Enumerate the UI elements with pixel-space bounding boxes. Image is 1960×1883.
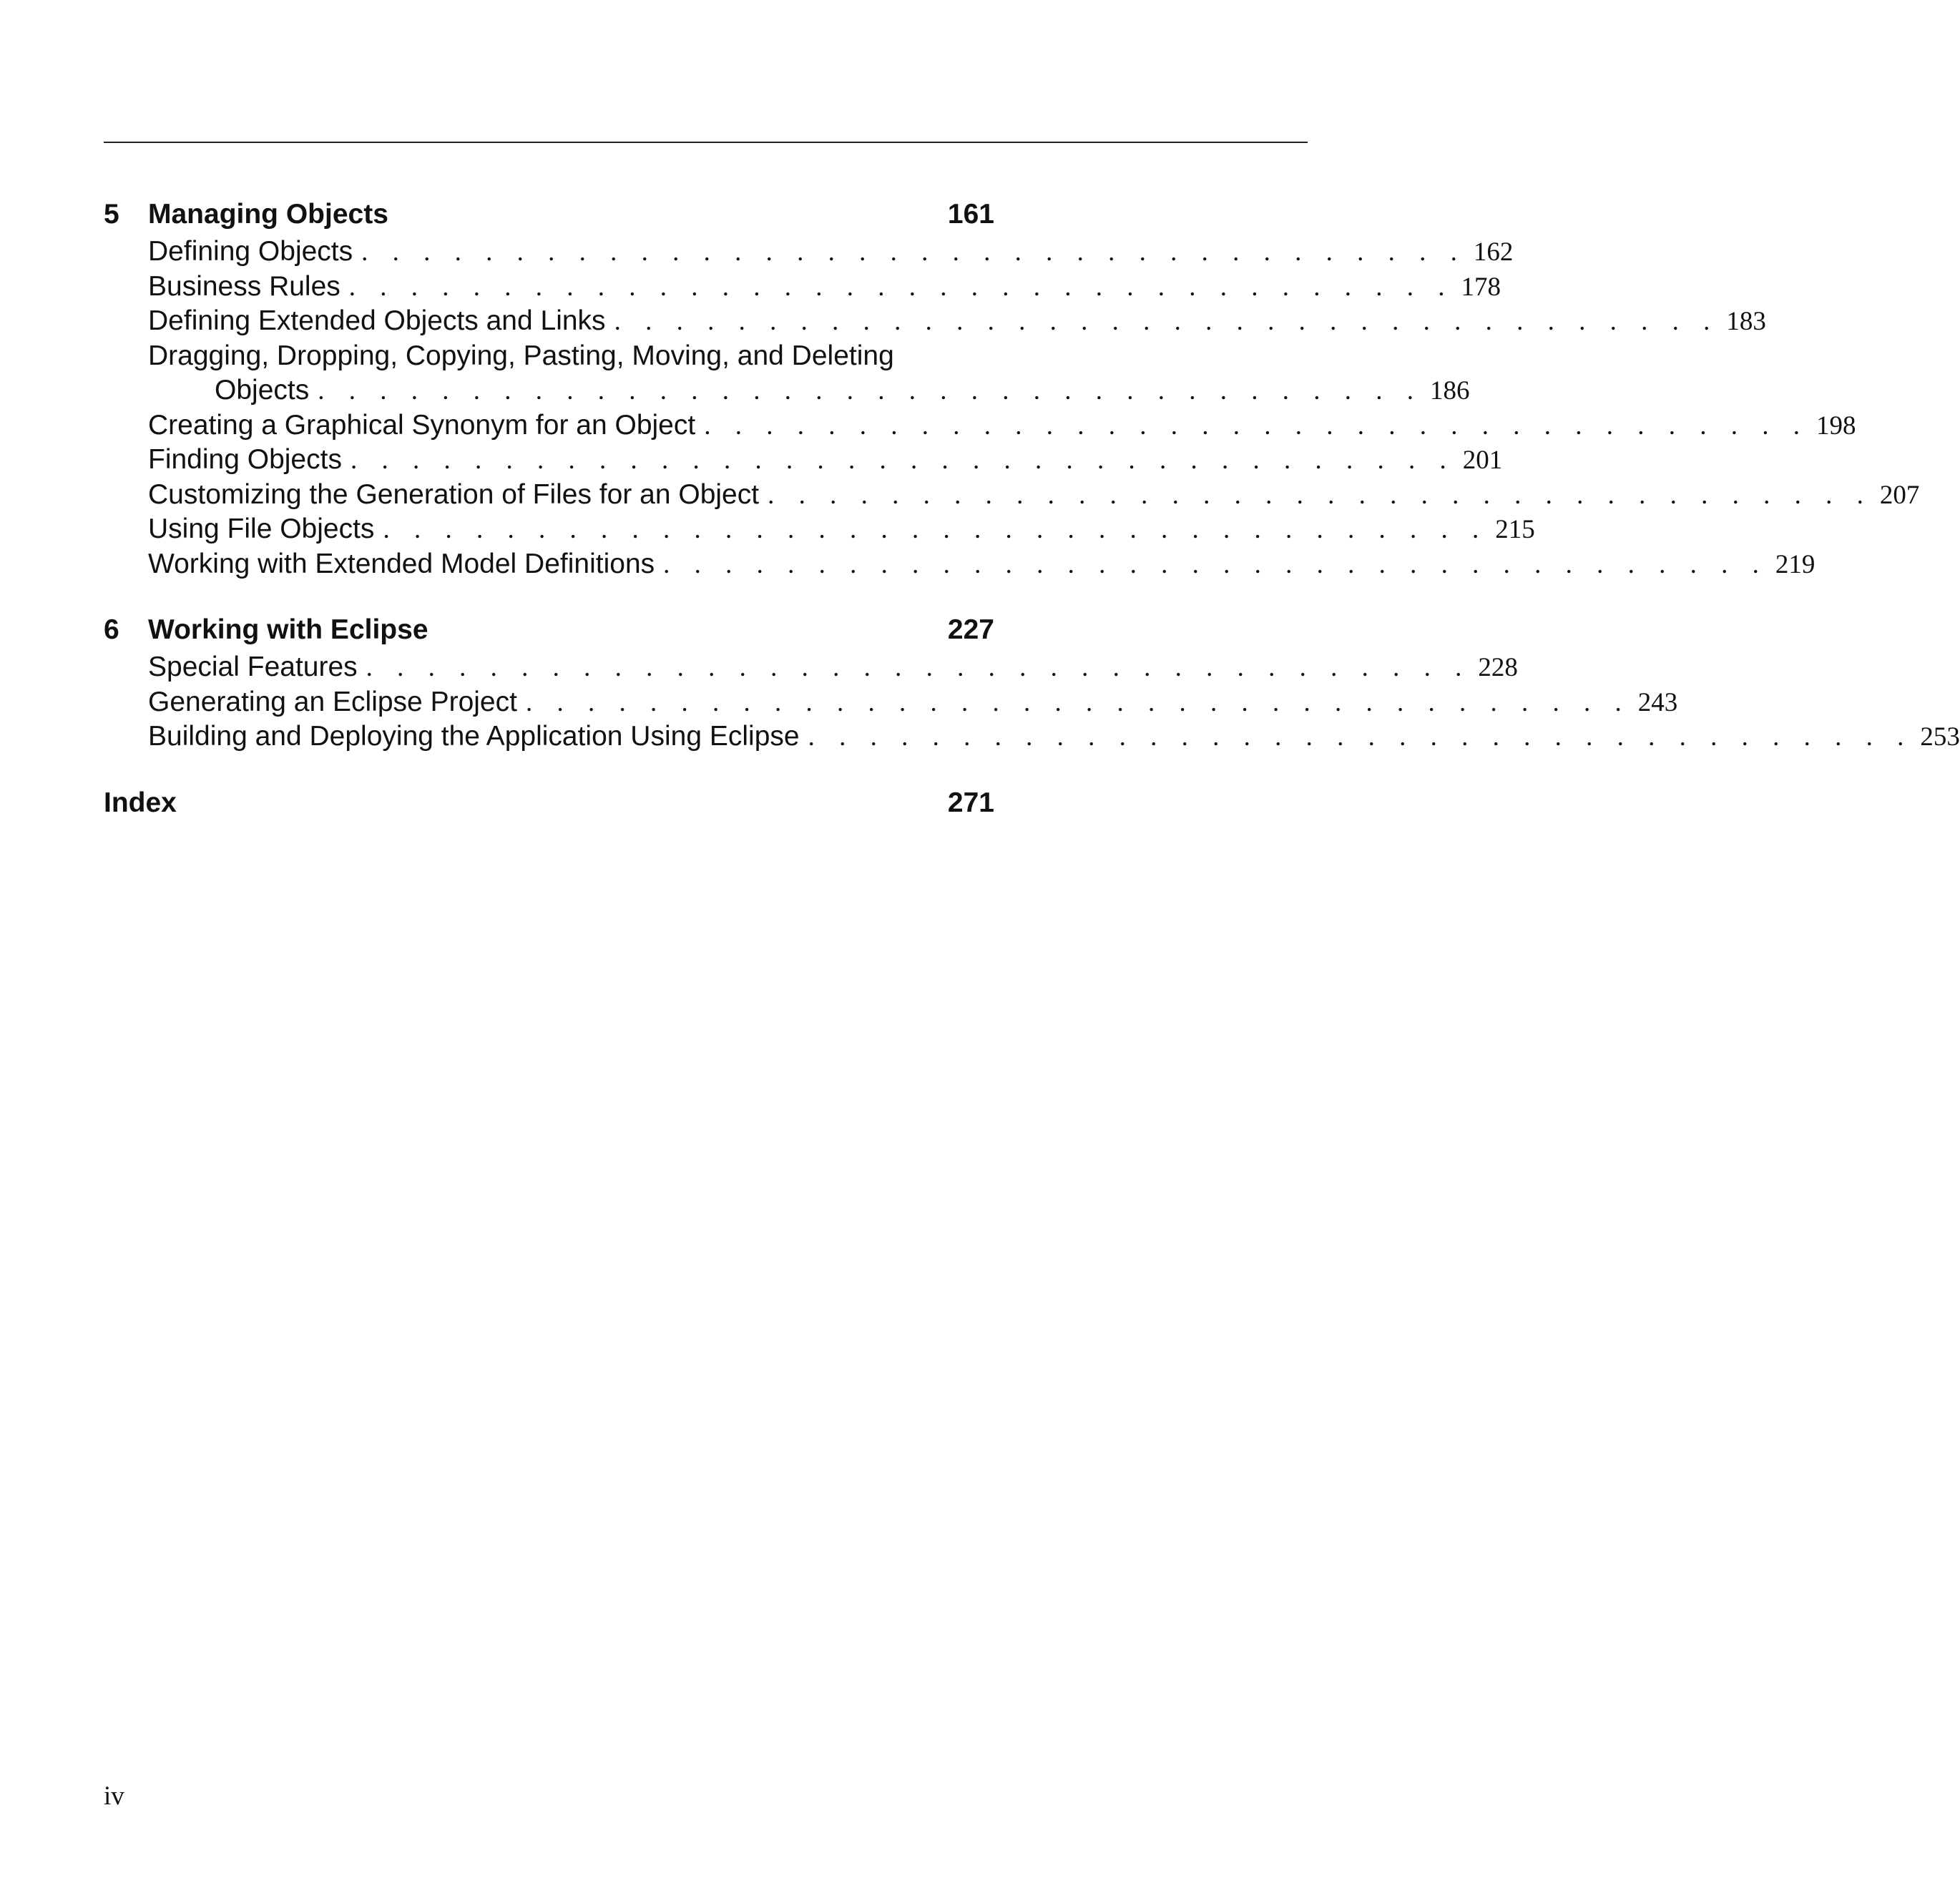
toc-entry[interactable] [148, 719, 1960, 754]
toc-entry-continuation: Objects [215, 375, 310, 405]
toc-entry-title: Finding Objects [148, 444, 342, 475]
chapter-5-section [104, 195, 1920, 581]
toc-entry-page: 219 [1775, 549, 1816, 579]
toc-entry-title: Business Rules [148, 270, 340, 302]
toc-entry-title: Generating an Eclipse Project [148, 686, 517, 717]
toc-entry-page: 243 [1637, 687, 1678, 717]
chapter-title: Managing Objects [148, 199, 388, 230]
dot-leader: . . . . . . . . . . . . . . . . . . . . . . . . . . . . . . . . . . . . [614, 307, 1719, 336]
toc-entry-title: Using File Objects [148, 513, 375, 544]
chapter-page-number: 161 [947, 199, 994, 230]
toc-entry[interactable] [148, 512, 1535, 547]
dot-leader: . . . . . . . . . . . . . . . . . . . . . . . . . . . . . . . . . . . . [383, 515, 1488, 544]
toc-entry-page: 162 [1473, 237, 1514, 267]
toc-entry-page: 215 [1495, 515, 1535, 544]
chapter-page-number: 227 [947, 614, 994, 645]
toc-entry-title: Creating a Graphical Synonym for an Object [148, 409, 696, 441]
toc-entry-title: Special Features [148, 652, 358, 682]
dot-leader: . . . . . . . . . . . . . . . . . . . . . . . . . . . . . . . . . . . . [704, 410, 1809, 441]
toc-entry-title: Dragging, Dropping, Copying, Pasting, Moving, and Deleting [148, 340, 894, 371]
index-heading[interactable] [104, 783, 994, 823]
dot-leader: . . . . . . . . . . . . . . . . . . . . . . . . . . . . . . . . . . . . [348, 272, 1454, 302]
toc-entry[interactable] [148, 304, 1766, 339]
toc-entry[interactable] [148, 408, 1856, 443]
index-page-number: 271 [947, 787, 994, 818]
dot-leader: . . . . . . . . . . . . . . . . . . . . . . . . . . . . . . . . . . . . [525, 687, 1631, 717]
toc-entry-title: Customizing the Generation of Files for an Object [148, 478, 760, 510]
toc-entry-page: 207 [1879, 480, 1920, 510]
toc-entry-page: 178 [1461, 272, 1501, 302]
page-folio: iv [104, 1781, 124, 1811]
toc-entry-page: 198 [1816, 410, 1856, 441]
toc-entry[interactable] [148, 339, 1470, 408]
dot-leader: . . . . . . . . . . . . . . . . . . . . . . . . . . . . . . . . . . . . [768, 480, 1873, 510]
toc-entry-title: Defining Extended Objects and Links [148, 305, 606, 336]
toc-entry-title: Defining Objects [148, 236, 353, 267]
chapter-number: 5 [104, 199, 119, 230]
toc-entry-page: 186 [1429, 376, 1470, 405]
toc-entry-page: 253 [1920, 722, 1960, 752]
toc-entry[interactable] [148, 443, 1503, 478]
chapter-title: Working with Eclipse [148, 614, 428, 645]
toc-entry[interactable] [148, 235, 1514, 270]
dot-leader: . . . . . . . . . . . . . . . . . . . . . . . . . . . . . . . . . . . . [808, 722, 1913, 752]
toc-entry[interactable] [148, 547, 1816, 582]
toc-entry-title: Building and Deploying the Application Using Eclipse [148, 721, 800, 752]
toc-entry[interactable] [148, 685, 1678, 720]
table-of-contents [104, 195, 1960, 852]
toc-entry[interactable] [148, 270, 1501, 305]
dot-leader: . . . . . . . . . . . . . . . . . . . . . . . . . . . . . . . . . . . . [366, 653, 1471, 682]
chapter-heading[interactable] [104, 610, 994, 650]
toc-entry-title: Working with Extended Model Definitions [148, 548, 655, 579]
toc-entry-continuation-line [148, 373, 1470, 408]
dot-leader: . . . . . . . . . . . . . . . . . . . . . . . . . . . . . . . . . . . . [361, 237, 1466, 267]
dot-leader: . . . . . . . . . . . . . . . . . . . . . . . . . . . . . . . . . . . . [318, 376, 1423, 405]
toc-entry[interactable] [148, 478, 1920, 513]
index-section [104, 783, 994, 823]
toc-entry-page: 183 [1726, 307, 1766, 336]
toc-entry-page: 201 [1462, 446, 1503, 475]
dot-leader: . . . . . . . . . . . . . . . . . . . . . . . . . . . . . . . . . . . . [663, 549, 1768, 579]
dot-leader: . . . . . . . . . . . . . . . . . . . . . . . . . . . . . . . . . . . . [350, 446, 1456, 475]
chapter-6-section [104, 610, 1960, 754]
index-title: Index [104, 787, 177, 818]
chapter-heading[interactable] [104, 195, 994, 235]
header-rule [104, 142, 1308, 143]
toc-entry[interactable] [148, 650, 1518, 685]
toc-entry-page: 228 [1478, 653, 1518, 682]
chapter-number: 6 [104, 614, 119, 645]
